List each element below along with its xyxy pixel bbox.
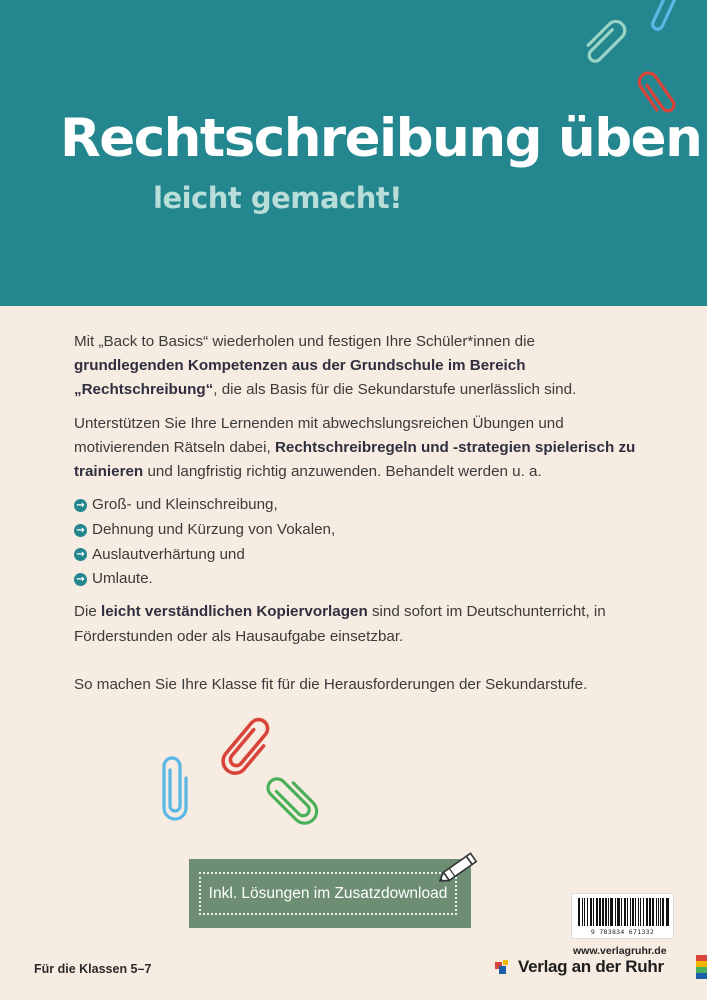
- grade-level: Für die Klassen 5–7: [34, 962, 152, 976]
- barcode-bar: [635, 898, 636, 926]
- cover-header: [0, 0, 707, 306]
- intro-text: Mit „Back to Basics“ wiederholen und festigen Ihre Schüler*innen die: [74, 333, 535, 350]
- usage-text-end: sind sofort im Deutschunterricht, in Förderstunden oder als Hausaufgabe einsetzbar.: [74, 603, 606, 645]
- paperclip-icon: [636, 68, 684, 126]
- barcode-bar: [596, 898, 598, 926]
- barcode-bar: [660, 898, 661, 926]
- barcode-bar: [658, 898, 659, 926]
- pencil-icon: [438, 850, 482, 886]
- paperclip-icon: [578, 18, 628, 74]
- barcode-bar: [605, 898, 607, 926]
- support-text-end: und langfristig richtig anzuwenden. Behandelt werden u. a.: [143, 463, 542, 481]
- list-item-label: Auslautverhärtung und: [92, 545, 245, 563]
- paperclip-icon: [214, 716, 274, 782]
- barcode-bar: [587, 898, 588, 926]
- barcode-bar: [652, 898, 654, 926]
- barcode-bar: [646, 898, 648, 926]
- download-badge: [189, 859, 471, 928]
- barcode-bar: [666, 898, 669, 926]
- barcode-bar: [662, 898, 664, 926]
- list-item-label: Dehnung und Kürzung von Vokalen,: [92, 520, 336, 538]
- support-paragraph: [74, 412, 644, 485]
- barcode-bar: [610, 898, 613, 926]
- intro-text-end: , die als Basis für die Sekundarstufe unerlässlich sind.: [213, 381, 577, 399]
- barcode-bar: [578, 898, 580, 926]
- barcode-bar: [624, 898, 626, 926]
- list-item: [74, 543, 644, 567]
- barcode-bar: [615, 898, 616, 926]
- book-subtitle: leicht gemacht!: [153, 181, 402, 215]
- barcode-bar: [627, 898, 628, 926]
- download-label: Inkl. Lösungen im Zusatzdownload: [199, 872, 457, 915]
- barcode-bar: [584, 898, 585, 926]
- support-text: Unterstützen Sie Ihre Lernenden mit abwechslungsreichen Übungen und motivierenden Rätseln dabei,: [74, 414, 564, 456]
- barcode-bar: [599, 898, 601, 926]
- barcode: [571, 893, 674, 939]
- list-item: [74, 493, 644, 517]
- barcode-bar: [593, 898, 594, 926]
- list-item: [74, 567, 644, 591]
- paperclip-icon: [160, 752, 190, 822]
- verlag-logo-icon: [495, 958, 513, 976]
- arrow-right-circle-icon: →: [74, 524, 87, 537]
- barcode-bar: [590, 898, 592, 926]
- publisher-logo: [495, 957, 664, 977]
- barcode-bar: [608, 898, 609, 926]
- barcode-bar: [656, 898, 657, 926]
- list-item-label: Groß- und Kleinschreibung,: [92, 496, 278, 514]
- barcode-bars: [572, 894, 675, 930]
- paperclip-icon: [640, 0, 676, 42]
- usage-paragraph: [74, 600, 644, 648]
- barcode-bar: [649, 898, 651, 926]
- intro-bold: grundlegenden Kompetenzen aus der Grundschule im Bereich „Rechtschreibung“: [74, 357, 526, 399]
- description: [74, 330, 644, 697]
- barcode-bar: [617, 898, 620, 926]
- publisher-name: Verlag an der Ruhr: [518, 957, 664, 976]
- barcode-bar: [630, 898, 631, 926]
- publisher-url[interactable]: www.verlagruhr.de: [573, 945, 667, 957]
- closing-paragraph: So machen Sie Ihre Klasse fit für die Herausforderungen der Sekundarstufe.: [74, 675, 588, 693]
- barcode-bar: [602, 898, 604, 926]
- list-item-label: Umlaute.: [92, 570, 153, 588]
- usage-text: Die: [74, 603, 102, 621]
- barcode-bar: [643, 898, 644, 926]
- barcode-bar: [582, 898, 583, 926]
- intro-paragraph: [74, 330, 644, 403]
- arrow-right-circle-icon: →: [74, 573, 87, 586]
- barcode-number: 9 783834 671332: [590, 928, 655, 936]
- support-bold: Rechtschreibregeln und -strategien spielerisch zu trainieren: [74, 438, 636, 481]
- book-title: Rechtschreibung üben: [60, 108, 702, 169]
- arrow-right-circle-icon: →: [74, 499, 87, 512]
- arrow-right-circle-icon: →: [74, 548, 87, 561]
- barcode-bar: [632, 898, 634, 926]
- barcode-bar: [640, 898, 641, 926]
- barcode-bar: [638, 898, 639, 926]
- color-stripes: [696, 955, 707, 979]
- topic-list: [74, 493, 644, 591]
- paperclip-icon: [266, 772, 322, 832]
- usage-bold: leicht verständlichen Kopiervorlagen: [101, 603, 368, 621]
- list-item: [74, 518, 644, 542]
- barcode-bar: [621, 898, 622, 926]
